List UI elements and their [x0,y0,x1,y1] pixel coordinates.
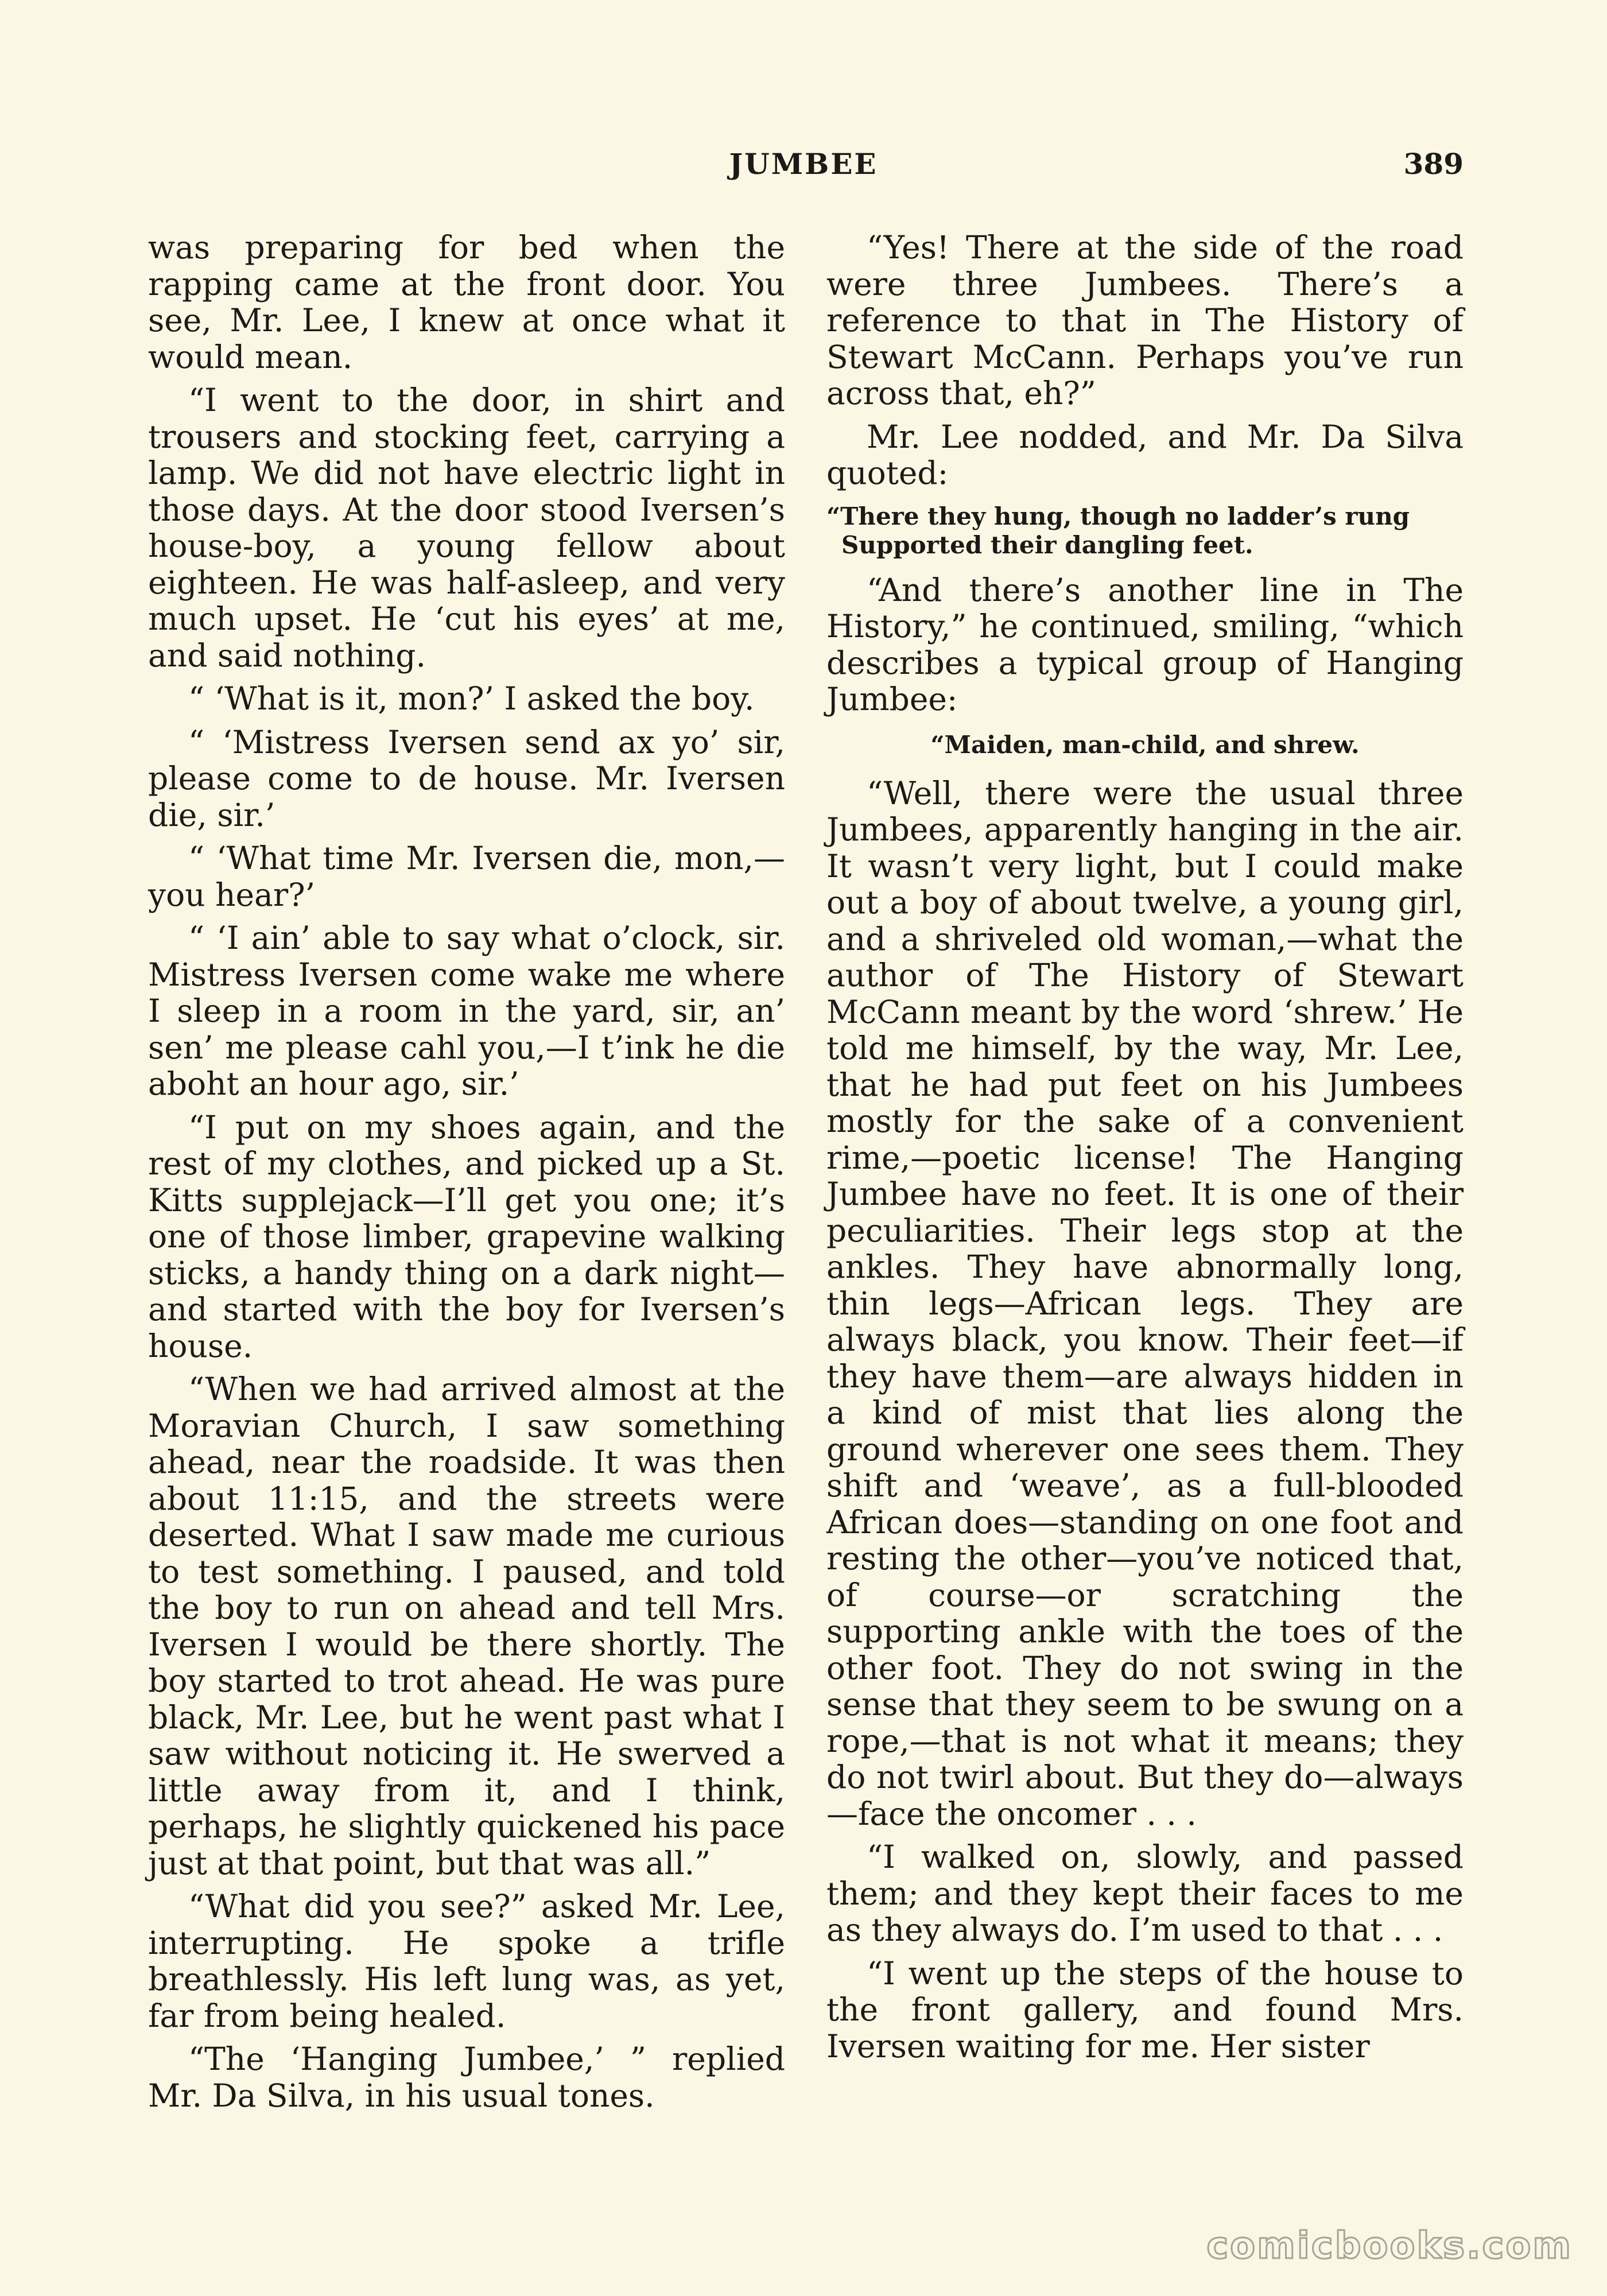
verse-line: Supported their dangling feet. [841,530,1253,559]
paragraph: “I went to the door, in shirt and trousers and stocking feet, carrying a lamp. We did not have electric light in those days. At the door stood Iversen’s house-boy, a young fellow about eighteen. He was half-asleep, and very much upset. He ‘cut his eyes’ at me, and said nothing. [148,382,785,674]
page-number: 389 [1403,147,1464,181]
paragraph: “Yes! There at the side of the road were three Jumbees. There’s a reference to that in The History of Stewart McCann. Perhaps you’ve run across that, eh?” [826,229,1464,412]
site-watermark: comicbooks.com [1206,2225,1573,2267]
verse-line: “There they hung, though no ladder’s rung [826,502,1410,530]
verse-line: “Maiden, man-child, and shrew. [930,730,1360,759]
paragraph: “ ‘What is it, mon?’ I asked the boy. [188,680,755,717]
verse-quote [826,502,1464,560]
paragraph: “ ‘I ain’ able to say what o’clock, sir. Mistress Iversen come wake me where I sleep in a room in the yard, sir, an’ sen’ me please cahl you,—I t’ink he die aboht an hour ago, sir.’ [148,920,785,1102]
paragraph: “And there’s another line in The History,” he continued, smiling, “which describes a typical group of Hanging Jumbee: [826,571,1464,718]
paragraph: “ ‘Mistress Iversen send ax yo’ sir, please come to de house. Mr. Iversen die, sir.’ [148,723,785,833]
paragraph: “ ‘What time Mr. Iversen die, mon,—you hear?’ [148,840,785,913]
running-title: JUMBEE [729,147,878,181]
paragraph: “I walked on, slowly, and passed them; and they kept their faces to me as they always do. I’m used to that . . . [826,1839,1464,1948]
paragraph: “Well, there were the usual three Jumbees, apparently hanging in the air. It wasn’t very light, but I could make out a boy of about twelve, a young girl, and a shriveled old woman,—what the author of The History of Stewart McCann meant by the word ‘shrew.’ He told me himself, by the way, Mr. Lee, that he had put feet on his Jumbees mostly for the sake of a convenient rime,—poetic license! The Hanging Jumbee have no feet. It is one of their peculiarities. Their legs stop at the ankles. They have abnormally long, thin legs—African legs. They are always black, you know. Their feet—if they have them—are always hidden in a kind of mist that lies along the ground wherever one sees them. They shift and ‘weave’, as a full-blooded African does—standing on one foot and resting the other—you’ve noticed that, of course—or scratching the supporting ankle with the toes of the other foot. They do not swing in the sense that they seem to be swung on a rope,—that is not what it means; they do not twirl about. But they do—always—face the oncomer . . . [826,774,1464,1832]
right-column [826,230,1464,2072]
paragraph: “I went up the steps of the house to the front gallery, and found Mrs. Iversen waiting for me. Her sister [826,1954,1464,2065]
paragraph: “I put on my shoes again, and the rest of my clothes, and picked up a St. Kitts supplejack—I’ll get you one; it’s one of those limber, grapevine walking sticks, a handy thing on a dark night—and started with the boy for Iversen’s house. [148,1108,785,1364]
paragraph: “The ‘Hanging Jumbee,’ ” replied Mr. Da Silva, in his usual tones. [148,2041,785,2114]
running-head [143,141,1464,187]
paragraph: “When we had arrived almost at the Moravian Church, I saw something ahead, near the roadside. It was then about 11:15, and the streets were deserted. What I saw made me curious to test something. I paused, and told the boy to run on ahead and tell Mrs. Iversen I would be there shortly. The boy started to trot ahead. He was pure black, Mr. Lee, but he went past what I saw without noticing it. He swerved a little away from it, and I think, perhaps, he slightly quickened his pace just at that point, but that was all.” [148,1371,785,1882]
paragraph: was preparing for bed when the rapping came at the front door. You see, Mr. Lee, I knew at once what it would mean. [148,229,785,375]
verse-quote [826,731,1464,759]
paragraph: “What did you see?” asked Mr. Lee, interrupting. He spoke a trifle breathlessly. His left lung was, as yet, far from being healed. [148,1888,785,2034]
paragraph: Mr. Lee nodded, and Mr. Da Silva quoted: [826,418,1464,491]
left-column [148,230,785,2121]
